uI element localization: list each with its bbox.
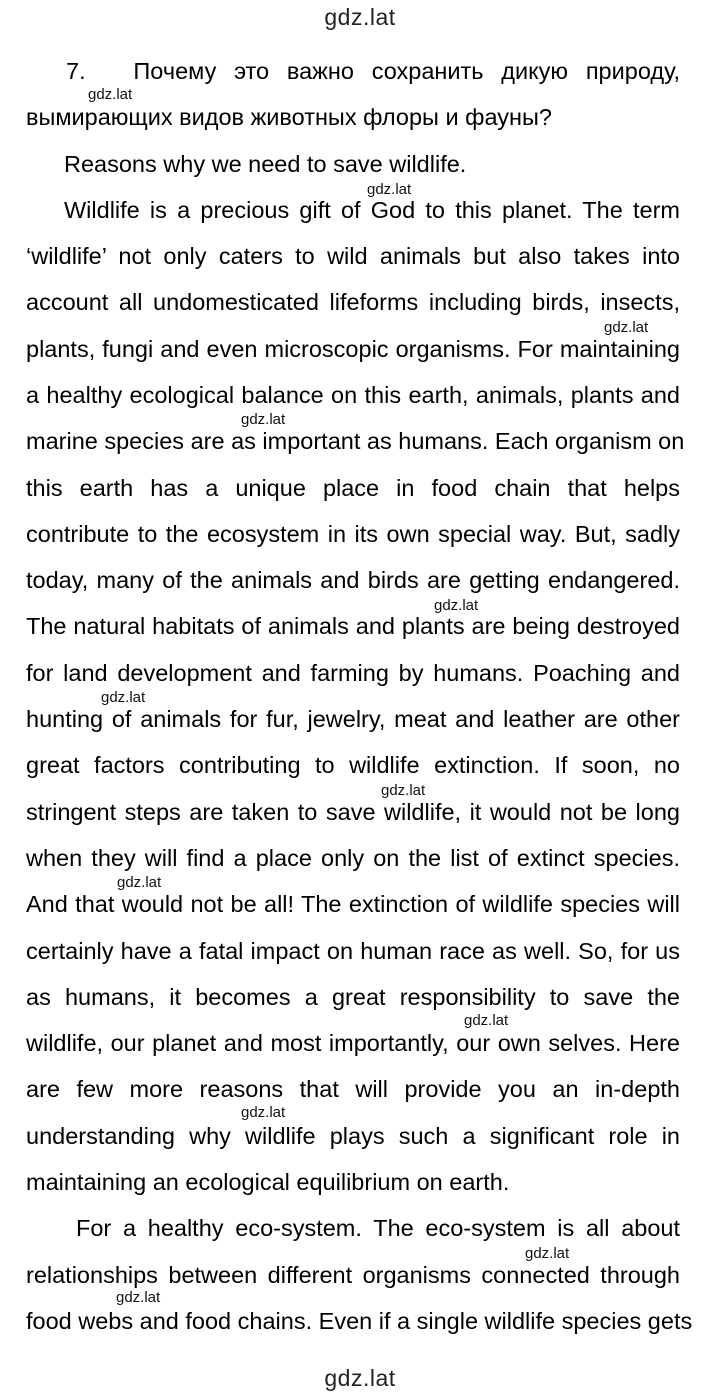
answer-line: certainly have a fatal impact on human race as well. So, for us [26, 938, 680, 964]
answer-line: maintaining an ecological equilibrium on earth. [26, 1169, 510, 1195]
answer-line: marine species are as important as humans. Each organism on [26, 428, 685, 454]
watermark-text: gdz.lat [381, 782, 426, 799]
answer-line: as humans, it becomes a great responsibility to save the [26, 984, 680, 1010]
answer-line: understanding why wildlife plays such a significant role in [26, 1123, 680, 1149]
watermark-text: gdz.lat [367, 181, 412, 198]
answer-line: The natural habitats of animals and plants are being destroyed [26, 613, 680, 639]
watermark-text: gdz.lat [88, 86, 133, 103]
watermark-text: gdz.lat [434, 597, 479, 614]
watermark-text: gdz.lat [464, 1012, 509, 1029]
watermark-text: gdz.lat [525, 1245, 570, 1262]
answer-line: Wildlife is a precious gift of God to this planet. The term [64, 197, 680, 223]
answer-line: hunting of animals for fur, jewelry, meat and leather are other [26, 706, 680, 732]
answer-line: for land development and farming by humans. Poaching and [26, 660, 680, 686]
answer-line: account all undomesticated lifeforms including birds, insects, [26, 289, 680, 315]
watermark-text: gdz.lat [116, 1289, 161, 1306]
question-text-1: Почему это важно сохранить дикую природу, [133, 58, 681, 84]
watermark-text: gdz.lat [101, 689, 146, 706]
answer-line: relationships between different organisms connected through [26, 1262, 680, 1288]
answer-line: contribute to the ecosystem in its own special way. But, sadly [26, 521, 680, 547]
answer-line: are few more reasons that will provide you an in-depth [26, 1076, 680, 1102]
answer-line: a healthy ecological balance on this earth, animals, plants and [26, 382, 680, 408]
answer-line: great factors contributing to wildlife extinction. If soon, no [26, 752, 680, 778]
answer-line: plants, fungi and even microscopic organisms. For maintaining [26, 336, 680, 362]
answer-title: Reasons why we need to save wildlife. [64, 151, 467, 177]
question-line-1 [66, 57, 680, 85]
question-line-2: вымирающих видов животных флоры и фауны? [26, 104, 552, 130]
answer-line: when they will find a place only on the list of extinct species. [26, 845, 680, 871]
watermark-text: gdz.lat [241, 1104, 286, 1121]
answer-line: food webs and food chains. Even if a single wildlife species gets [26, 1308, 693, 1334]
answer-line: ‘wildlife’ not only caters to wild animals but also takes into [26, 243, 680, 269]
answer-line: And that would not be all! The extinction of wildlife species will [26, 891, 680, 917]
site-header-watermark: gdz.lat [324, 4, 396, 30]
watermark-text: gdz.lat [604, 319, 649, 336]
question-number: 7. [66, 58, 86, 84]
watermark-text: gdz.lat [117, 874, 162, 891]
watermark-text: gdz.lat [241, 411, 286, 428]
answer-line: wildlife, our planet and most importantly, our own selves. Here [26, 1030, 680, 1056]
answer-line: today, many of the animals and birds are getting endangered. [26, 567, 680, 593]
answer-line: this earth has a unique place in food chain that helps [26, 475, 680, 501]
answer-line: stringent steps are taken to save wildlife, it would not be long [26, 799, 680, 825]
site-footer-watermark: gdz.lat [324, 1365, 396, 1391]
answer-line: For a healthy eco-system. The eco-system is all about [76, 1215, 680, 1241]
